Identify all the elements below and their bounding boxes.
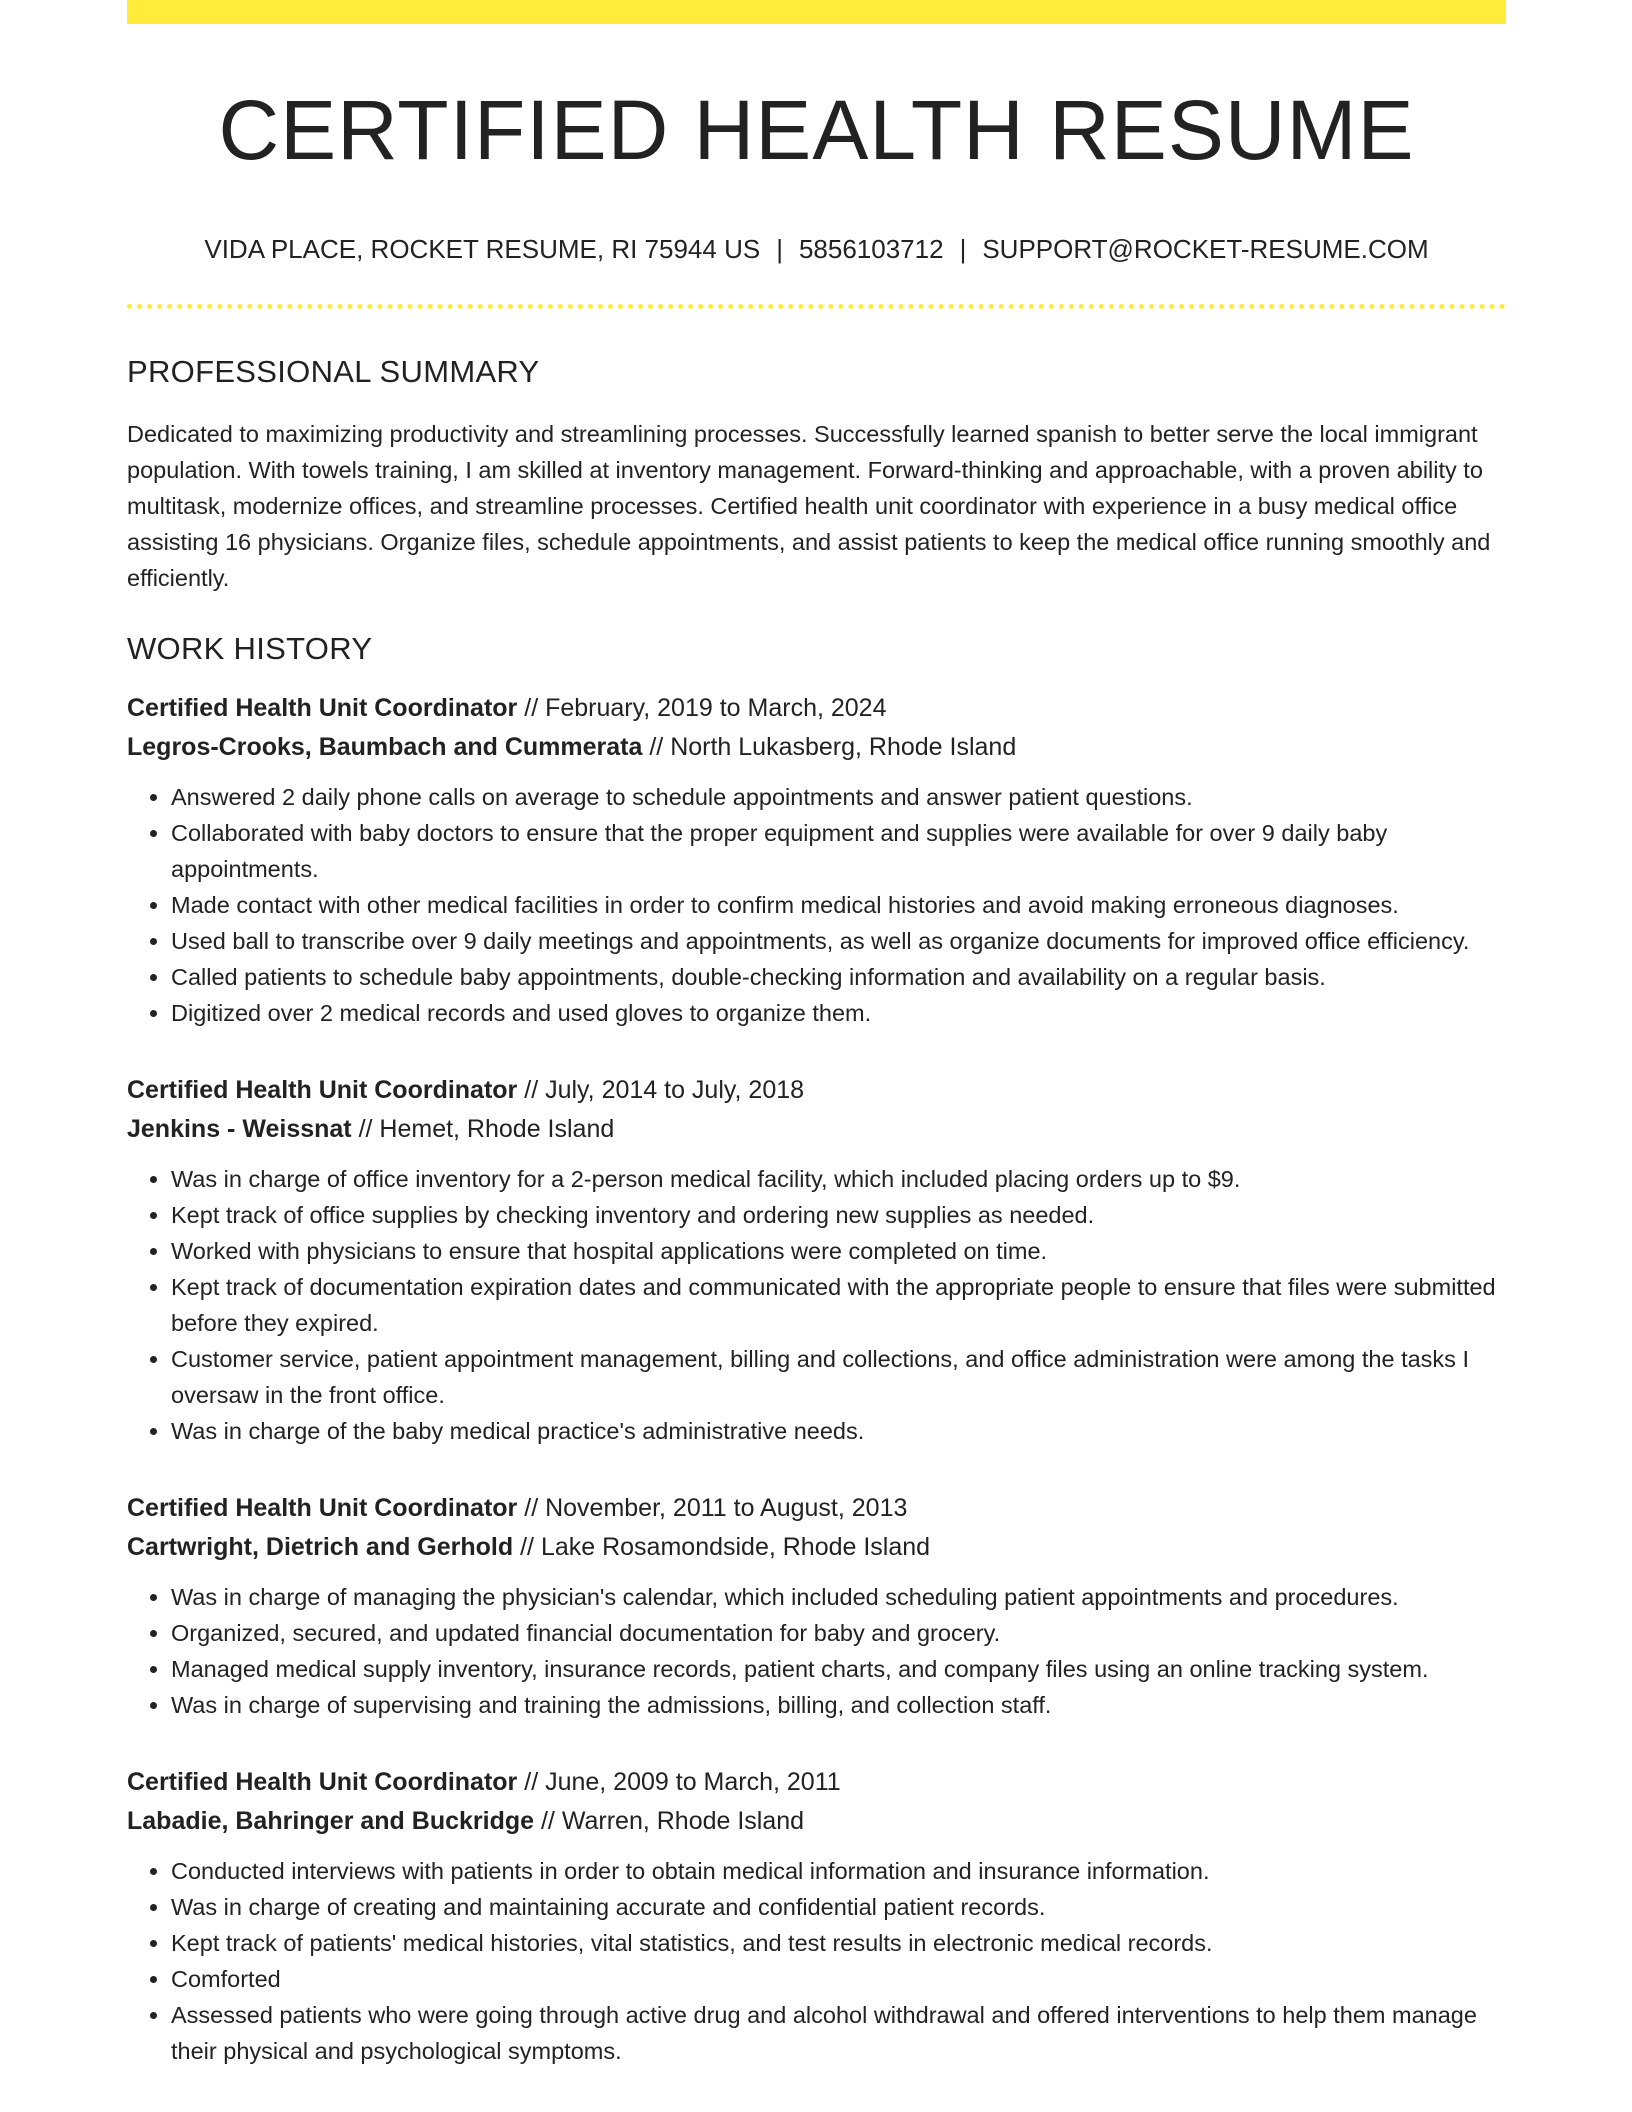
job-location: // Hemet, Rhode Island <box>351 1114 615 1143</box>
job-dates: // June, 2009 to March, 2011 <box>517 1767 841 1796</box>
job-dates: // February, 2019 to March, 2024 <box>517 693 887 722</box>
job-bullet-list <box>127 1579 1506 1723</box>
job-entry <box>127 1071 1506 1449</box>
job-bullet-list <box>127 1161 1506 1449</box>
job-company-line <box>127 1110 1506 1149</box>
dotted-divider <box>127 304 1506 309</box>
job-title-line <box>127 1489 1506 1528</box>
accent-top-bar <box>127 0 1506 24</box>
job-bullet: • Kept track of patients' medical histories, vital statistics, and test results in electronic medical records. <box>171 1925 1506 1961</box>
job-bullet-list <box>127 779 1506 1031</box>
job-company-line <box>127 1528 1506 1567</box>
job-bullet: • Was in charge of creating and maintaining accurate and confidential patient records. <box>171 1889 1506 1925</box>
job-location: // Lake Rosamondside, Rhode Island <box>513 1532 931 1561</box>
job-title-line <box>127 1071 1506 1110</box>
job-bullet: • Digitized over 2 medical records and used gloves to organize them. <box>171 995 1506 1031</box>
job-bullet: • Comforted <box>171 1961 1506 1997</box>
job-bullet: • Was in charge of office inventory for a 2-person medical facility, which included placing orders up to $9. <box>171 1161 1506 1197</box>
job-bullet: • Conducted interviews with patients in order to obtain medical information and insurance information. <box>171 1853 1506 1889</box>
contact-separator: | <box>776 234 783 265</box>
job-company: Jenkins - Weissnat <box>127 1114 352 1143</box>
job-location: // North Lukasberg, Rhode Island <box>642 732 1017 761</box>
job-title-line <box>127 689 1506 728</box>
job-company: Labadie, Bahringer and Buckridge <box>127 1806 535 1835</box>
job-dates: // November, 2011 to August, 2013 <box>517 1493 908 1522</box>
job-bullet: • Kept track of office supplies by checking inventory and ordering new supplies as needed. <box>171 1197 1506 1233</box>
job-bullet: • Customer service, patient appointment management, billing and collections, and office administration were among the tasks I oversaw in the front office. <box>171 1341 1506 1413</box>
job-bullet: • Organized, secured, and updated financial documentation for baby and grocery. <box>171 1615 1506 1651</box>
job-bullet: • Managed medical supply inventory, insurance records, patient charts, and company files using an online tracking system. <box>171 1651 1506 1687</box>
contact-email: SUPPORT@ROCKET-RESUME.COM <box>982 234 1429 265</box>
job-bullet: • Answered 2 daily phone calls on average to schedule appointments and answer patient questions. <box>171 779 1506 815</box>
job-entry <box>127 1763 1506 2069</box>
job-bullet: • Worked with physicians to ensure that hospital applications were completed on time. <box>171 1233 1506 1269</box>
job-entry <box>127 689 1506 1031</box>
contact-phone: 5856103712 <box>798 234 944 265</box>
job-entry <box>127 1489 1506 1723</box>
job-company: Cartwright, Dietrich and Gerhold <box>127 1532 514 1561</box>
contact-separator: | <box>959 234 967 265</box>
job-bullet: • Was in charge of supervising and training the admissions, billing, and collection staff. <box>171 1687 1506 1723</box>
summary-heading: PROFESSIONAL SUMMARY <box>127 353 540 389</box>
job-title: Certified Health Unit Coordinator <box>127 1493 518 1522</box>
job-bullet: • Was in charge of managing the physician's calendar, which included scheduling patient appointments and procedures. <box>171 1579 1506 1615</box>
job-title: Certified Health Unit Coordinator <box>127 1767 518 1796</box>
job-title: Certified Health Unit Coordinator <box>127 1075 518 1104</box>
job-bullet: • Was in charge of the baby medical practice's administrative needs. <box>171 1413 1506 1449</box>
job-bullet: • Assessed patients who were going through active drug and alcohol withdrawal and offered interventions to help them manage their physical and psychological symptoms. <box>171 1997 1506 2069</box>
job-bullet: • Collaborated with baby doctors to ensure that the proper equipment and supplies were available for over 9 daily baby appointments. <box>171 815 1506 887</box>
job-company-line <box>127 728 1506 767</box>
job-dates: // July, 2014 to July, 2018 <box>517 1075 805 1104</box>
resume-title: CERTIFIED HEALTH RESUME <box>218 83 1415 177</box>
job-bullet: • Used ball to transcribe over 9 daily meetings and appointments, as well as organize documents for improved office efficiency. <box>171 923 1506 959</box>
job-location: // Warren, Rhode Island <box>534 1806 805 1835</box>
work-history-list <box>127 689 1506 2069</box>
job-bullet: • Called patients to schedule baby appointments, double-checking information and availability on a regular basis. <box>171 959 1506 995</box>
contact-line <box>127 234 1506 265</box>
summary-text: Dedicated to maximizing productivity and streamlining processes. Successfully learned spanish to better serve the local immigrant population. With towels training, I am skilled at inventory management. Forward-thinking and approachable, with a proven ability to multitask, modernize offices, and streamline processes. Certified health unit coordinator with experience in a busy medical office assisting 16 physicians. Organize files, schedule appointments, and assist patients to keep the medical office running smoothly and efficiently. <box>127 420 1491 591</box>
job-title-line <box>127 1763 1506 1802</box>
contact-address: VIDA PLACE, ROCKET RESUME, RI 75944 US <box>204 234 761 265</box>
resume-page <box>127 0 1506 2069</box>
work-history-heading: WORK HISTORY <box>127 630 373 666</box>
job-title: Certified Health Unit Coordinator <box>127 693 518 722</box>
job-bullet-list <box>127 1853 1506 2069</box>
job-company-line <box>127 1802 1506 1841</box>
job-company: Legros-Crooks, Baumbach and Cummerata <box>127 732 643 761</box>
job-bullet: • Kept track of documentation expiration dates and communicated with the appropriate people to ensure that files were submitted before they expired. <box>171 1269 1506 1341</box>
job-bullet: • Made contact with other medical facilities in order to confirm medical histories and avoid making erroneous diagnoses. <box>171 887 1506 923</box>
